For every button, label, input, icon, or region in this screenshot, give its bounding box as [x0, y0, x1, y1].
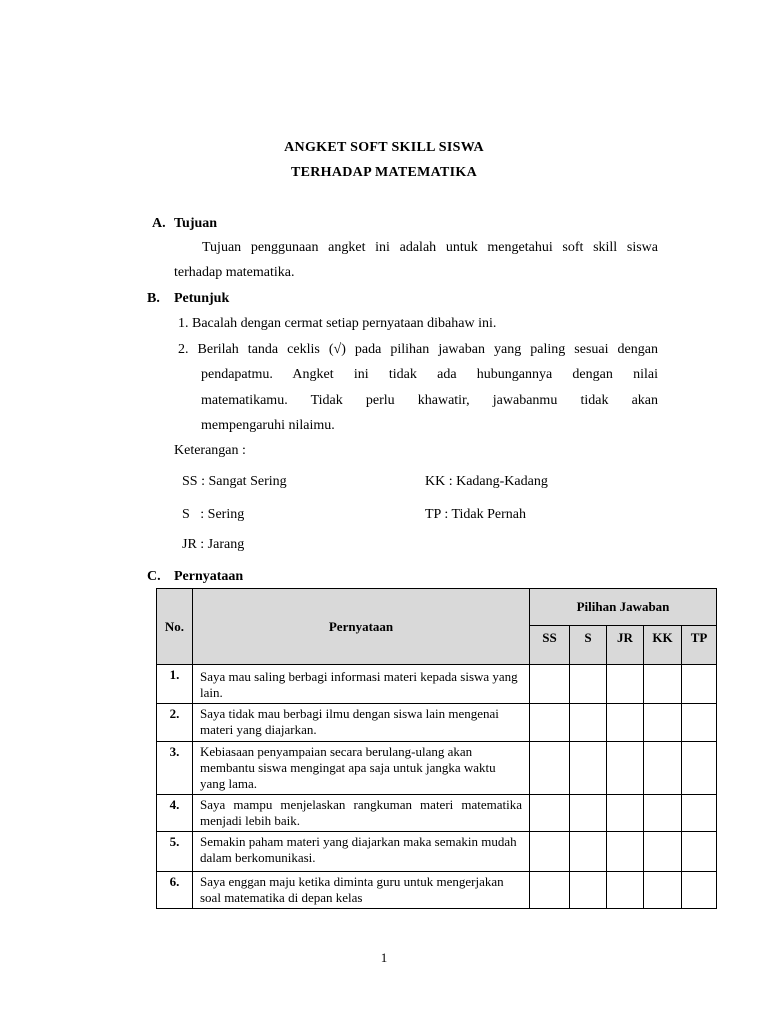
section-b-label: B.: [147, 291, 160, 306]
answer-cell-jr[interactable]: [607, 832, 644, 872]
header-no: No.: [157, 589, 193, 665]
answer-cell-kk[interactable]: [644, 742, 682, 795]
row-number: 5.: [157, 832, 193, 872]
row-number: 4.: [157, 795, 193, 832]
answer-cell-kk[interactable]: [644, 872, 682, 909]
answer-cell-jr[interactable]: [607, 742, 644, 795]
answer-cell-ss[interactable]: [530, 795, 570, 832]
legend-tp: TP : Tidak Pernah: [425, 507, 526, 522]
instruction-item-1: 1. Bacalah dengan cermat setiap pernyataan dibahaw ini.: [178, 316, 497, 331]
answer-cell-jr[interactable]: [607, 704, 644, 742]
header-option-kk: KK: [644, 626, 682, 665]
answer-cell-tp[interactable]: [682, 742, 717, 795]
answer-cell-s[interactable]: [570, 832, 607, 872]
answer-cell-ss[interactable]: [530, 742, 570, 795]
answer-cell-ss[interactable]: [530, 872, 570, 909]
answer-cell-ss[interactable]: [530, 704, 570, 742]
row-number: 2.: [157, 704, 193, 742]
section-a-label: A.: [152, 216, 166, 231]
header-option-s: S: [570, 626, 607, 665]
table-row: [157, 742, 717, 795]
table-row: [157, 872, 717, 909]
keterangan-label: Keterangan :: [174, 443, 246, 458]
row-number: 3.: [157, 742, 193, 795]
legend-jr: JR : Jarang: [182, 537, 245, 552]
answer-cell-jr[interactable]: [607, 795, 644, 832]
row-statement: Saya mampu menjelaskan rangkuman materi matematika menjadi lebih baik.: [193, 795, 530, 832]
header-option-tp: TP: [682, 626, 717, 665]
answer-cell-s[interactable]: [570, 704, 607, 742]
section-c-heading: Pernyataan: [174, 569, 244, 584]
row-number: 6.: [157, 872, 193, 909]
header-option-jr: JR: [607, 626, 644, 665]
questionnaire-table: [156, 588, 717, 909]
header-pernyataan: Pernyataan: [193, 589, 530, 665]
document-title-line1: ANGKET SOFT SKILL SISWA: [284, 140, 484, 155]
answer-cell-kk[interactable]: [644, 704, 682, 742]
row-statement: Saya tidak mau berbagi ilmu dengan siswa lain mengenai materi yang diajarkan.: [193, 704, 530, 742]
answer-cell-s[interactable]: [570, 742, 607, 795]
instruction-item-2-line2: pendapatmu. Angket ini tidak ada hubungannya dengan nilai: [201, 367, 658, 382]
answer-cell-kk[interactable]: [644, 832, 682, 872]
section-a-line1: Tujuan penggunaan angket ini adalah untuk mengetahui soft skill siswa: [202, 240, 658, 255]
answer-cell-s[interactable]: [570, 665, 607, 704]
answer-cell-ss[interactable]: [530, 832, 570, 872]
answer-cell-tp[interactable]: [682, 795, 717, 832]
section-c-label: C.: [147, 569, 161, 584]
answer-cell-tp[interactable]: [682, 665, 717, 704]
legend-ss: SS : Sangat Sering: [182, 474, 287, 489]
answer-cell-jr[interactable]: [607, 665, 644, 704]
legend-kk: KK : Kadang-Kadang: [425, 474, 548, 489]
row-statement: Kebiasaan penyampaian secara berulang-ulang akan membantu siswa mengingat apa saja untuk jangka waktu yang lama.: [193, 742, 530, 795]
answer-cell-kk[interactable]: [644, 795, 682, 832]
row-statement: Semakin paham materi yang diajarkan maka semakin mudah dalam berkomunikasi.: [193, 832, 530, 872]
section-b-heading: Petunjuk: [174, 291, 230, 306]
header-option-ss: SS: [530, 626, 570, 665]
row-number: 1.: [157, 665, 193, 704]
document-title-line2: TERHADAP MATEMATIKA: [290, 165, 478, 180]
table-row: [157, 665, 717, 704]
answer-cell-tp[interactable]: [682, 704, 717, 742]
answer-cell-jr[interactable]: [607, 872, 644, 909]
instruction-item-2-line3: matematikamu. Tidak perlu khawatir, jawabanmu tidak akan: [201, 393, 658, 408]
answer-cell-ss[interactable]: [530, 665, 570, 704]
answer-cell-tp[interactable]: [682, 872, 717, 909]
row-statement: Saya mau saling berbagi informasi materi kepada siswa yang lain.: [193, 665, 530, 704]
answer-cell-tp[interactable]: [682, 832, 717, 872]
page-number: 1: [380, 950, 388, 965]
answer-cell-s[interactable]: [570, 795, 607, 832]
section-a-line2: terhadap matematika.: [174, 265, 295, 280]
row-statement: Saya enggan maju ketika diminta guru untuk mengerjakan soal matematika di depan kelas: [193, 872, 530, 909]
answer-cell-kk[interactable]: [644, 665, 682, 704]
section-a-heading: Tujuan: [174, 216, 218, 231]
table-row: [157, 832, 717, 872]
legend-s: S : Sering: [182, 507, 245, 522]
table-row: [157, 704, 717, 742]
table-row: [157, 795, 717, 832]
answer-cell-s[interactable]: [570, 872, 607, 909]
instruction-item-2-line1: 2. Berilah tanda ceklis (√) pada pilihan jawaban yang paling sesuai dengan: [178, 342, 658, 357]
header-pilihan-jawaban: Pilihan Jawaban: [530, 589, 717, 626]
instruction-item-2-line4: mempengaruhi nilaimu.: [201, 418, 335, 433]
